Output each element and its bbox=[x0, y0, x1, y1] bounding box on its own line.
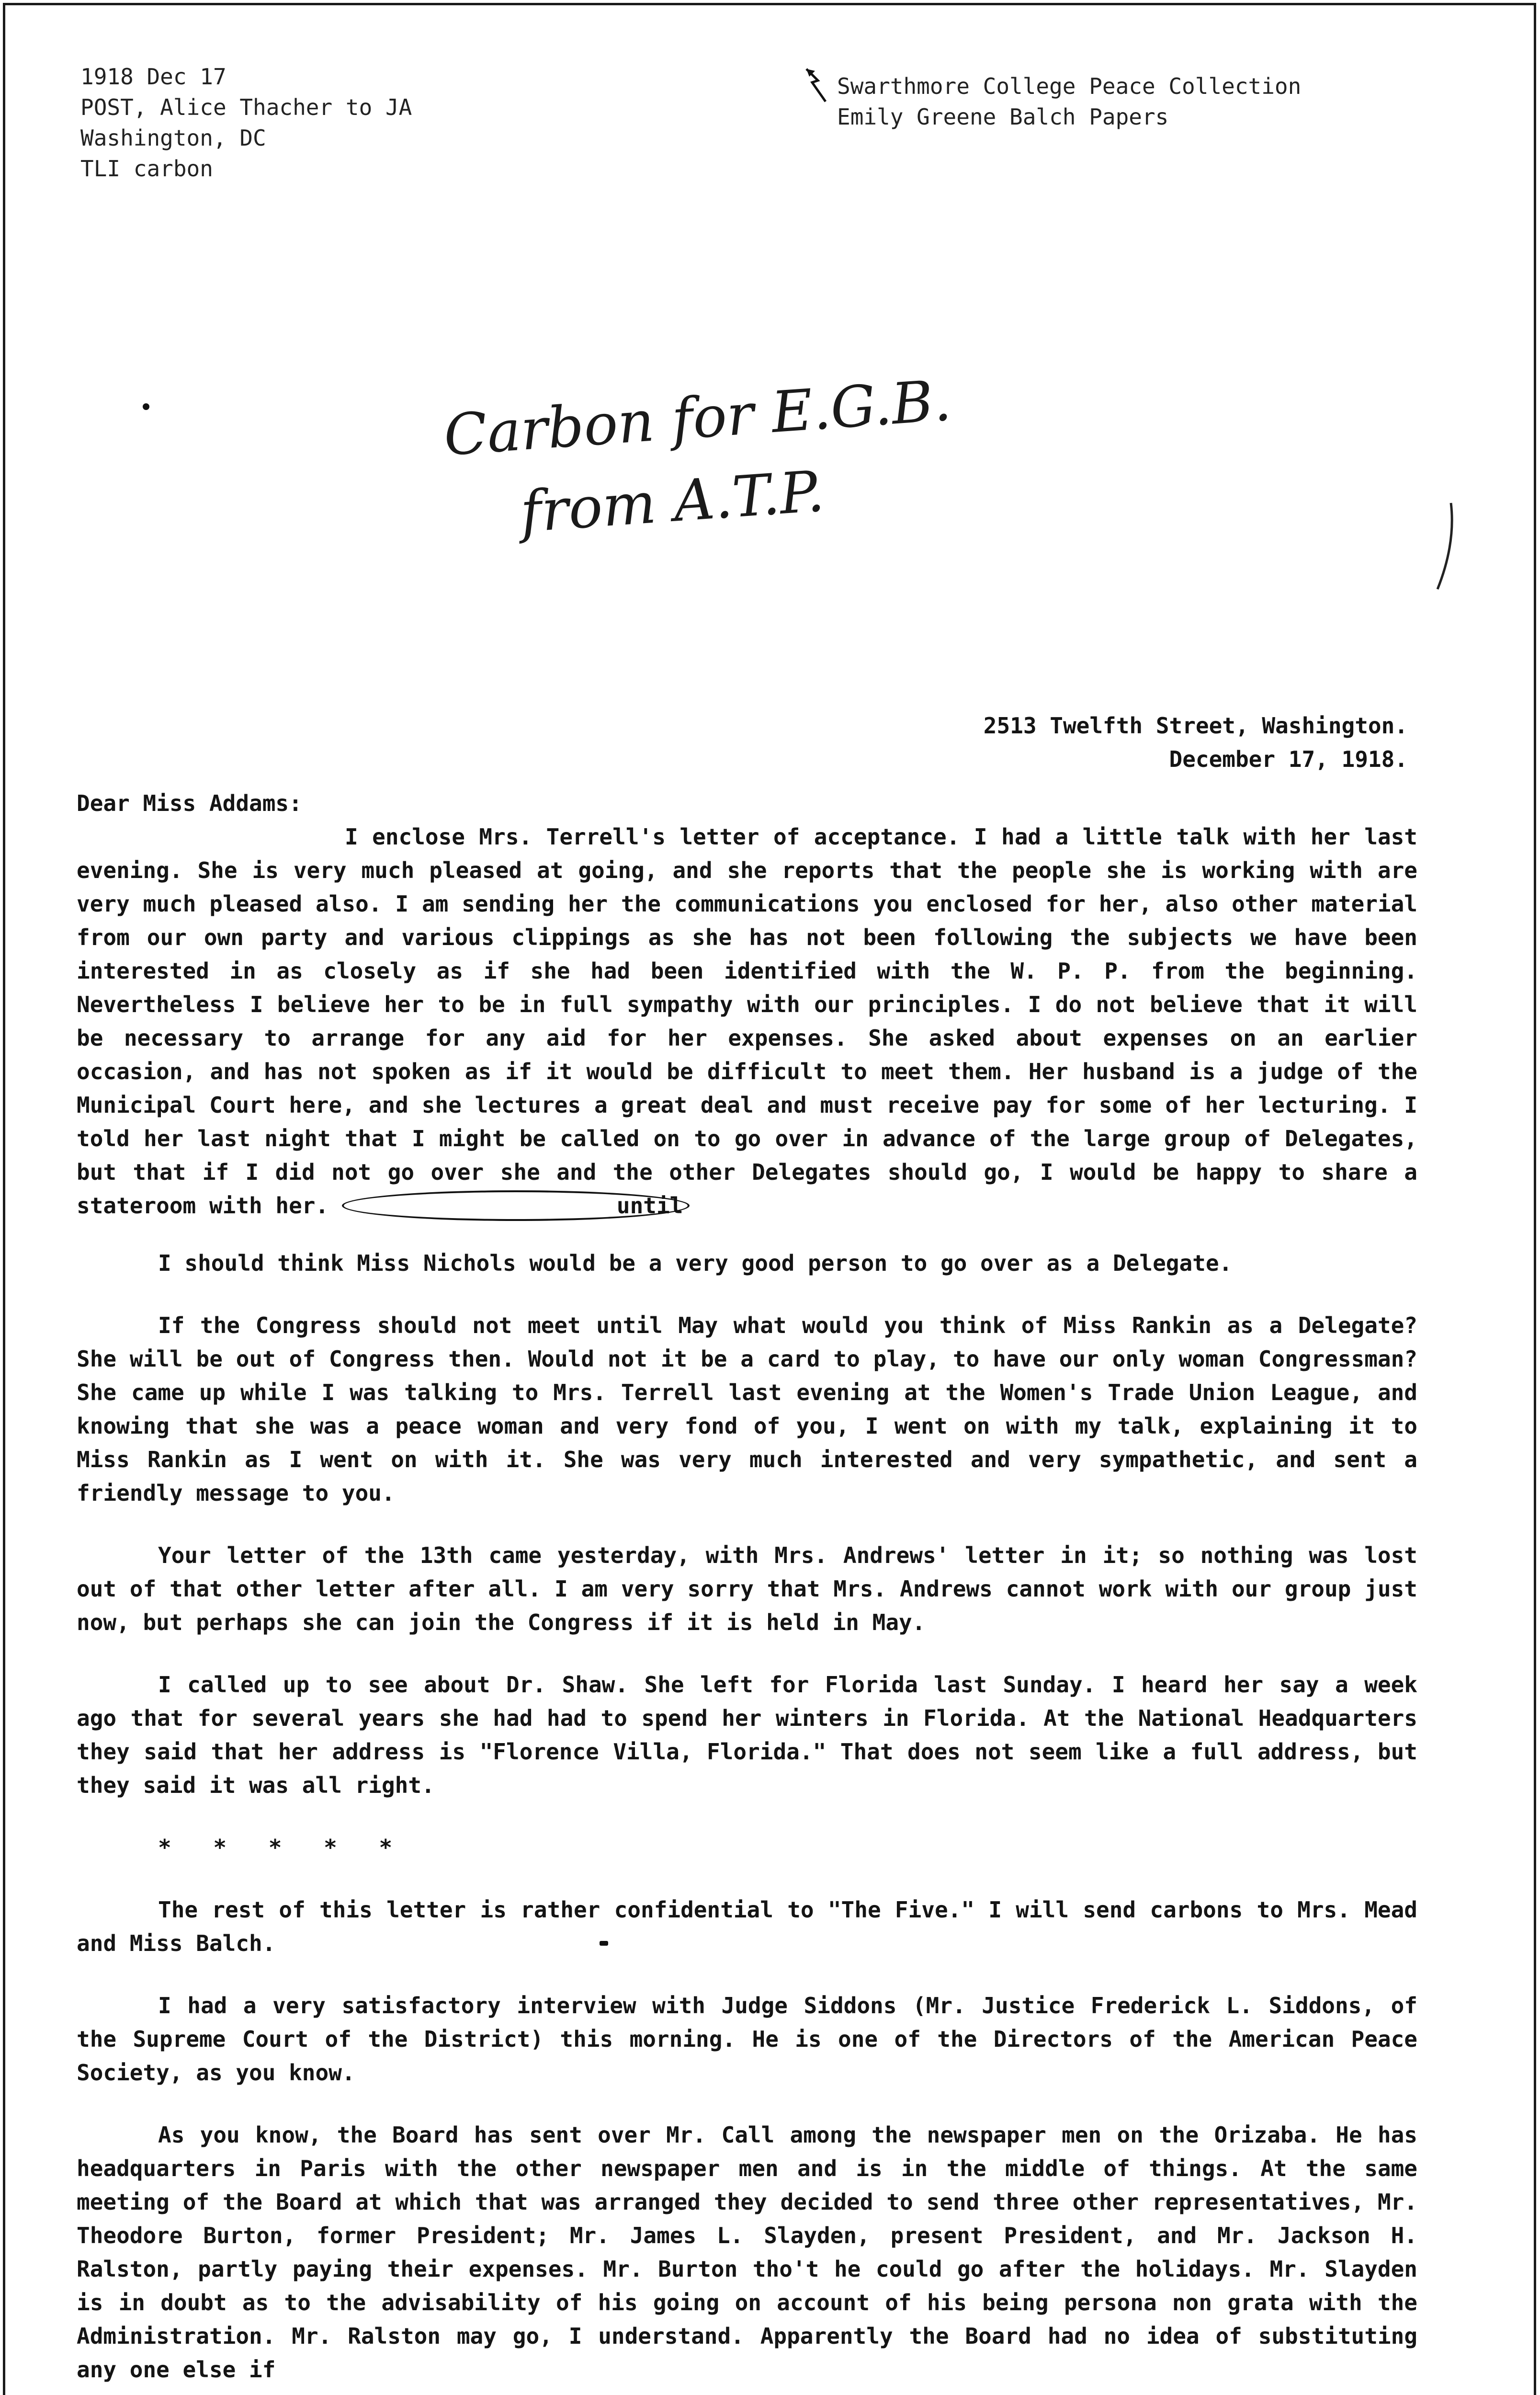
handwritten-line-2: from A.T.P. bbox=[518, 457, 827, 545]
paragraph bbox=[77, 820, 1417, 1222]
metadata-place: Washington, DC bbox=[80, 125, 266, 151]
street-address: 2513 Twelfth Street, Washington. bbox=[983, 713, 1408, 739]
arrow-mark-icon bbox=[804, 66, 830, 104]
collection-papers: Emily Greene Balch Papers bbox=[837, 104, 1169, 130]
paragraph: Your letter of the 13th came yesterday, with Mrs. Andrews' letter in it; so nothing was lost out of that other letter after all. I am very sorry that Mrs. Andrews cannot work with our group just now, but perhaps she can join the Congress if it is held in May. bbox=[77, 1542, 1417, 1635]
letter-date: December 17, 1918. bbox=[1169, 746, 1408, 772]
metadata-date: 1918 Dec 17 bbox=[80, 64, 226, 90]
handwritten-annotation bbox=[431, 367, 953, 565]
circled-word: until bbox=[342, 1190, 690, 1221]
handwritten-line-1: Carbon for E.G.B. bbox=[442, 367, 953, 468]
collection-source bbox=[837, 71, 1301, 132]
letter-body bbox=[77, 709, 1417, 2395]
section-separator: * * * * * bbox=[158, 1835, 407, 1860]
sender-address bbox=[77, 709, 1417, 776]
paragraph: The rest of this letter is rather confidential to "The Five." I will send carbons to Mrs. Mead and Miss Balch. bbox=[77, 1897, 1417, 1956]
salutation: Dear Miss Addams: bbox=[77, 790, 302, 816]
collection-name: Swarthmore College Peace Collection bbox=[837, 73, 1302, 99]
metadata-format: TLI carbon bbox=[80, 156, 213, 182]
paragraph: I should think Miss Nichols would be a very good person to go over as a Delegate. bbox=[158, 1250, 1233, 1276]
metadata-correspondents: POST, Alice Thacher to JA bbox=[80, 94, 412, 120]
margin-pencil-mark bbox=[1432, 498, 1461, 594]
paragraph: I had a very satisfactory interview with Judge Siddons (Mr. Justice Frederick L. Siddons, of the Supreme Court of the District) this morning. He is one of the Directors of the American Peace Society, as you know. bbox=[77, 1993, 1417, 2086]
archive-metadata bbox=[80, 61, 412, 184]
paragraph-text: I enclose Mrs. Terrell's letter of acceptance. I had a little talk with her last evening. She is very much pleased at going, and she reports that the people she is working with are very much pleased also. I am sending her the communications you enclosed for her, also other material from our own party and various clippings as she has not been following the subjects we have been interested in as closely as if she had been identified with the W. P. P. from the beginning. Nevertheless I believe her to be in full sympathy with our principles. I do not believe that it will be necessary to arrange for any aid for her expenses. She asked about expenses on an earlier occasion, and has not spoken as if it would be difficult to meet them. Her husband is a judge of the Municipal Court here, and she lectures a great deal and must receive pay for some of her lecturing. I told her last night that I might be called on to go over in advance of the large group of Delegates, but that if I did not go over she and the other Delegates should go, I would be happy to share a stateroom with her. bbox=[77, 824, 1417, 1219]
stray-mark bbox=[143, 403, 149, 410]
paragraph: I called up to see about Dr. Shaw. She left for Florida last Sunday. I heard her say a week ago that for several years she had had to spend her winters in Florida. At the National Headquarters they said that her address is "Florence Villa, Florida." That does not seem like a full address, but they said it was all right. bbox=[77, 1672, 1417, 1798]
paragraph: If the Congress should not meet until May what would you think of Miss Rankin as a Delegate? She will be out of Congress then. Would not it be a card to play, to have our only woman Congressman? She came up while I was talking to Mrs. Terrell last evening at the Women's Trade Union League, and knowing that she was a peace woman and very fond of you, I went on with my talk, explaining it to Miss Rankin as I went on with it. She was very much interested and very sympathetic, and sent a friendly message to you. bbox=[77, 1312, 1417, 1506]
paragraph: As you know, the Board has sent over Mr. Call among the newspaper men on the Orizaba. He has headquarters in Paris with the other newspaper men and is in the middle of things. At the same meeting of the Board at which that was arranged they decided to send three other representatives, Mr. Theodore Burton, former President; Mr. James L. Slayden, present President, and Mr. Jackson H. Ralston, partly paying their expenses. Mr. Burton tho't he could go after the holidays. Mr. Slayden is in doubt as to the advisability of his going on account of his being persona non grata with the Administration. Mr. Ralston may go, I understand. Apparently the Board had no idea of substituting any one else if bbox=[77, 2122, 1417, 2383]
